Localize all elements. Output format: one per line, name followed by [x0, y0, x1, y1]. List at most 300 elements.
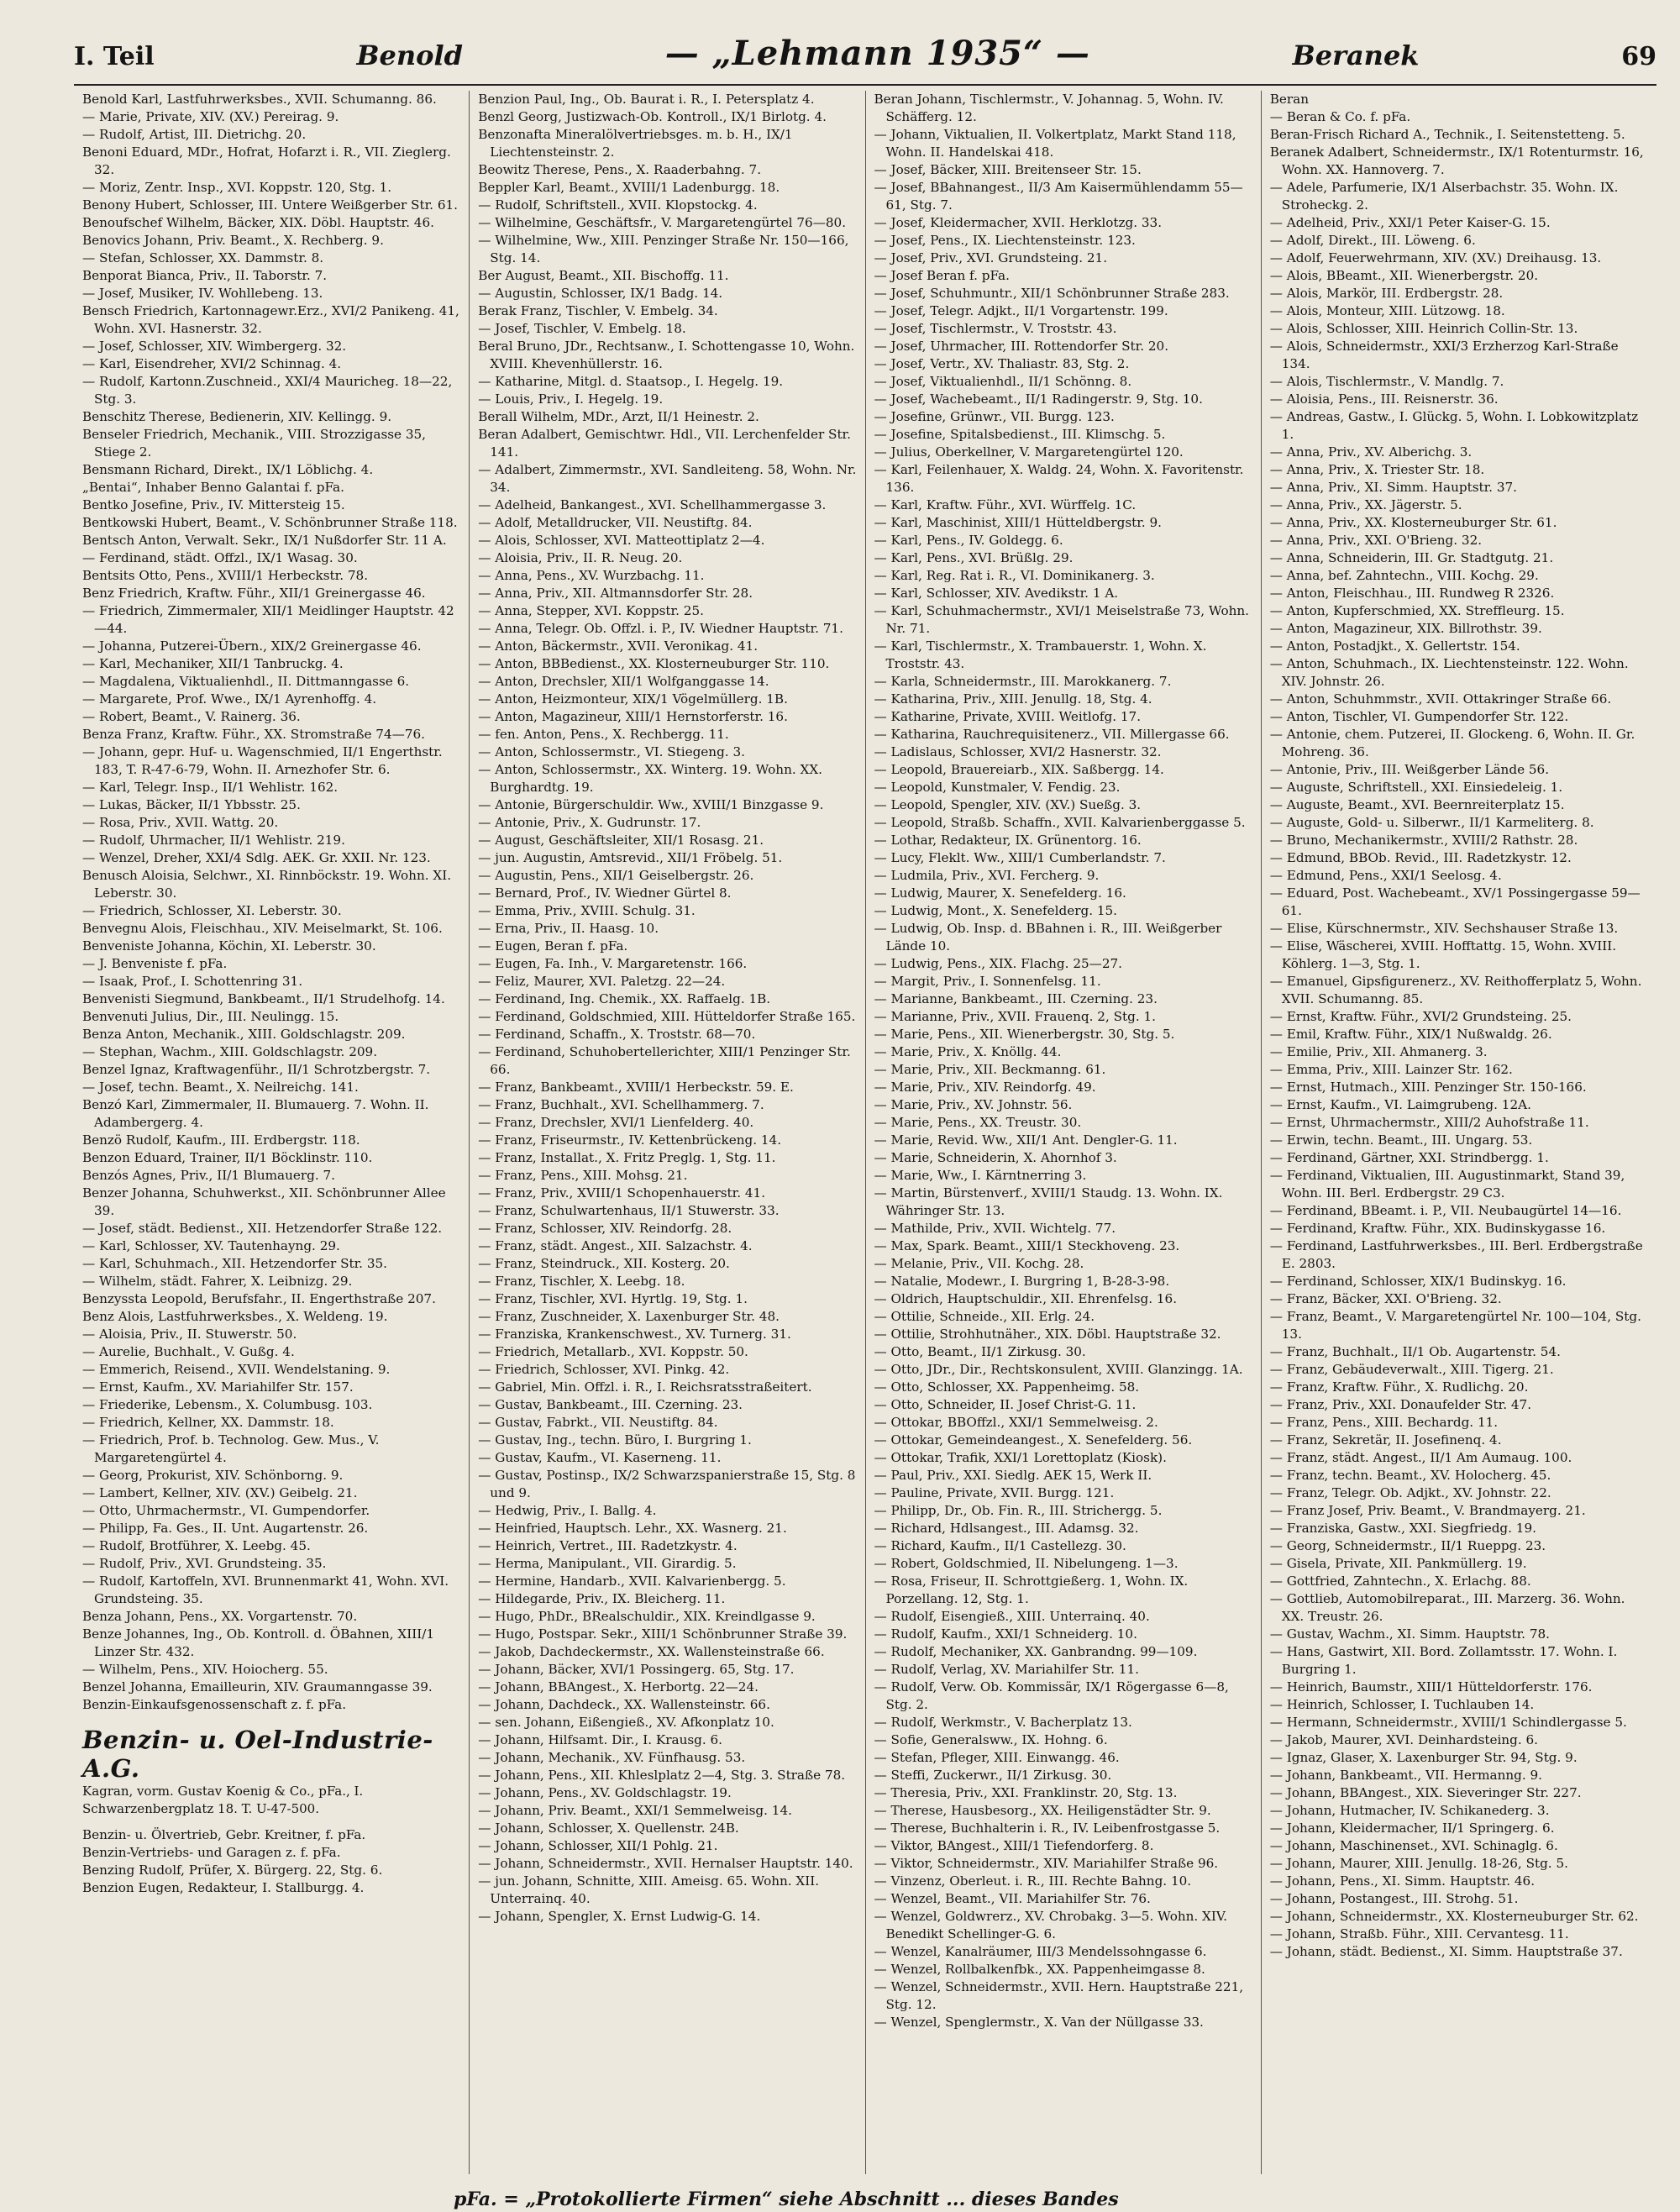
directory-entry: — Alois, Markör, III. Erdbergstr. 28.	[1269, 286, 1504, 301]
directory-entry: — Karla, Schneidermstr., III. Marokkanerg. 7.	[874, 674, 1172, 689]
directory-entry: — Friedrich, Metallarb., XVI. Koppstr. 50.	[478, 1344, 748, 1359]
directory-entry: — Ludwig, Maurer, X. Senefelderg. 16.	[874, 885, 1126, 901]
directory-entry: — Augustin, Schlosser, IX/1 Badg. 14.	[478, 286, 723, 301]
directory-entry: Benvegnu Alois, Fleischhau., XIV. Meiselmarkt, St. 106.	[82, 921, 443, 936]
directory-entry: — Bernard, Prof., IV. Wiedner Gürtel 8.	[478, 885, 732, 901]
directory-entry: Benzion Eugen, Redakteur, I. Stallburgg. 4.	[82, 1880, 365, 1895]
directory-entry: — Ernst, Kaufm., XV. Mariahilfer Str. 157.	[82, 1379, 354, 1395]
left-guide-word: Benold	[356, 39, 463, 71]
directory-entry: — fen. Anton, Pens., X. Rechbergg. 11.	[478, 727, 729, 742]
directory-entry: — Feliz, Maurer, XVI. Paletzg. 22—24.	[478, 974, 726, 989]
directory-entry: — Johann, gepr. Huf- u. Wagenschmied, II/1 Engerthstr. 183, T. R-47-6-79, Wohn. II. Arnezhofer Str. 6.	[82, 744, 443, 777]
directory-entry: — Franz, Friseurmstr., IV. Kettenbrückeng. 14.	[478, 1132, 782, 1148]
directory-entry: — Antonie, Priv., X. Gudrunstr. 17.	[478, 815, 701, 830]
directory-entry: — Hugo, Postspar. Sekr., XIII/1 Schönbrunner Straße 39.	[478, 1626, 848, 1642]
directory-entry: Ber August, Beamt., XII. Bischoffg. 11.	[478, 268, 729, 283]
directory-entry: — Elise, Kürschnermstr., XIV. Sechshauser Straße 13.	[1269, 921, 1619, 936]
directory-entry: — Adolf, Direkt., III. Löweng. 6.	[1269, 233, 1476, 248]
directory-entry: — Johann, städt. Bedienst., XI. Simm. Hauptstraße 37.	[1269, 1944, 1623, 1959]
directory-entry: Benveniste Johanna, Köchin, XI. Leberstr. 30.	[82, 938, 376, 954]
directory-entry: — Marianne, Priv., XVII. Frauenq. 2, Stg. 1.	[874, 1009, 1157, 1024]
directory-entry: — Wenzel, Beamt., VII. Mariahilfer Str. 76.	[874, 1891, 1151, 1906]
directory-entry: — Alois, Tischlermstr., V. Mandlg. 7.	[1269, 374, 1504, 389]
directory-entry: — Auguste, Gold- u. Silberwr., II/1 Karmeliterg. 8.	[1269, 815, 1594, 830]
directory-entry: — Karl, Eisendreher, XVI/2 Schinnag. 4.	[82, 356, 342, 371]
directory-entry: — Marie, Ww., I. Kärntnerring 3.	[874, 1168, 1087, 1183]
directory-entry: — Robert, Goldschmied, II. Nibelungeng. 1—3.	[874, 1556, 1179, 1571]
directory-entry: — Theresia, Priv., XXI. Franklinstr. 20, Stg. 13.	[874, 1785, 1178, 1800]
directory-entry: — Alois, Schlosser, XVI. Matteottiplatz 2—4.	[478, 533, 765, 548]
directory-entry: — Josef, Uhrmacher, III. Rottendorfer Str. 20.	[874, 339, 1169, 354]
directory-entry: Benovics Johann, Priv. Beamt., X. Rechberg. 9.	[82, 233, 384, 248]
directory-entry: Benvenuti Julius, Dir., III. Neulingg. 15.	[82, 1009, 339, 1024]
directory-entry: — Ottilie, Schneide., XII. Erlg. 24.	[874, 1309, 1095, 1324]
directory-entry: — Eugen, Beran f. pFa.	[478, 938, 628, 954]
directory-entry: — Sofie, Generalsww., IX. Hohng. 6.	[874, 1732, 1108, 1747]
directory-entry: — Philipp, Fa. Ges., II. Unt. Augartenstr. 26.	[82, 1521, 369, 1536]
directory-entry: — Aurelie, Buchhalt., V. Gußg. 4.	[82, 1344, 295, 1359]
directory-entry: — Josef, Tischler, V. Embelg. 18.	[478, 321, 686, 336]
directory-entry: — Eugen, Fa. Inh., V. Margaretenstr. 166.	[478, 956, 748, 971]
directory-entry: — Emilie, Priv., XII. Ahmanerg. 3.	[1269, 1044, 1488, 1059]
directory-entry: — Franz, Sekretär, II. Josefinenq. 4.	[1269, 1432, 1502, 1448]
directory-entry: — Josef, Telegr. Adjkt., II/1 Vorgartenstr. 199.	[874, 303, 1168, 318]
directory-entry: — Isaak, Prof., I. Schottenring 31.	[82, 974, 303, 989]
directory-entry: — Franz, Pens., XIII. Mohsg. 21.	[478, 1168, 688, 1183]
directory-entry: — Karl, Pens., IV. Goldegg. 6.	[874, 533, 1063, 548]
directory-entry: Benvenisti Siegmund, Bankbeamt., II/1 Strudelhofg. 14.	[82, 991, 445, 1006]
directory-entry: — Richard, Kaufm., II/1 Castellezg. 30.	[874, 1538, 1126, 1553]
directory-entry: — Gisela, Private, XII. Pankmüllerg. 19.	[1269, 1556, 1527, 1571]
directory-entry: — Anton, Postadjkt., X. Gellertstr. 154.	[1269, 638, 1520, 654]
directory-entry: — Louis, Priv., I. Hegelg. 19.	[478, 391, 664, 407]
directory-entry: — Friedrich, Schlosser, XVI. Pinkg. 42.	[478, 1362, 730, 1377]
directory-entry: — Jakob, Maurer, XVI. Deinhardsteing. 6.	[1269, 1732, 1538, 1747]
directory-entry: — Johanna, Putzerei-Übern., XIX/2 Greinergasse 46.	[82, 638, 422, 654]
directory-entry: — Karl, Reg. Rat i. R., VI. Dominikanerg. 3.	[874, 568, 1155, 583]
directory-entry: — Otto, JDr., Dir., Rechtskonsulent, XVIII. Glanzingg. 1A.	[874, 1362, 1243, 1377]
directory-entry: Benschitz Therese, Bedienerin, XIV. Kellingg. 9.	[82, 409, 392, 424]
directory-entry: — Heinrich, Baumstr., XIII/1 Hütteldorferstr. 176.	[1269, 1679, 1593, 1694]
directory-entry: — Leopold, Spengler, XIV. (XV.) Sueßg. 3.	[874, 797, 1142, 812]
directory-entry: — Friedrich, Kellner, XX. Dammstr. 18.	[82, 1415, 334, 1430]
directory-entry: — Marie, Pens., XX. Treustr. 30.	[874, 1115, 1082, 1130]
directory-entry: — Marianne, Bankbeamt., III. Czerning. 23.	[874, 991, 1158, 1006]
directory-entry: — Margit, Priv., I. Sonnenfelsg. 11.	[874, 974, 1101, 989]
directory-entry: — Ladislaus, Schlosser, XVI/2 Hasnerstr. 32.	[874, 744, 1162, 759]
directory-entry: — Rudolf, Uhrmacher, II/1 Wehlistr. 219.	[82, 833, 345, 848]
part-label: I. Teil	[74, 42, 155, 71]
directory-entry: — Karl, Schlosser, XIV. Avedikstr. 1 A.	[874, 586, 1119, 601]
page-number: 69	[1621, 42, 1656, 71]
directory-entry: — Johann, Hutmacher, IV. Schikanederg. 3.	[1269, 1803, 1550, 1818]
directory-entry: — Gustav, Ing., techn. Büro, I. Burgring 1.	[478, 1432, 752, 1448]
directory-entry: — Erwin, techn. Beamt., III. Ungarg. 53.	[1269, 1132, 1533, 1148]
directory-entry: — Stefan, Schlosser, XX. Dammstr. 8.	[82, 250, 324, 265]
directory-entry: — Otto, Schneider, II. Josef Christ-G. 11.	[874, 1397, 1137, 1412]
directory-entry: — Josef, Priv., XVI. Grundsteing. 21.	[874, 250, 1108, 265]
page-header	[74, 34, 1656, 86]
directory-entry: — Anton, Heizmonteur, XIX/1 Vögelmüllerg. 1B.	[478, 691, 788, 707]
directory-entry: — Ernst, Kaufm., VI. Laimgrubeng. 12A.	[1269, 1097, 1531, 1112]
directory-entry: — Ferdinand, Schaffn., X. Troststr. 68—70.	[478, 1027, 756, 1042]
directory-entry: — Hugo, PhDr., BRealschuldir., XIX. Kreindlgasse 9.	[478, 1609, 816, 1624]
directory-entry: — Johann, BBAngest., XIX. Sieveringer Str. 227.	[1269, 1785, 1582, 1800]
directory-entry: — Johann, Schneidermstr., XX. Klosterneuburger Str. 62.	[1269, 1909, 1639, 1924]
directory-entry: — Otto, Uhrmachermstr., VI. Gumpendorfer.	[82, 1503, 370, 1518]
directory-entry: — Josef, Wachebeamt., II/1 Radingerstr. 9, Stg. 10.	[874, 391, 1203, 407]
directory-entry: Beran Johann, Tischlermstr., V. Johannag. 5, Wohn. IV. Schäfferg. 12.	[874, 92, 1224, 124]
directory-entry: — Franz, techn. Beamt., XV. Holocherg. 45.	[1269, 1468, 1551, 1483]
directory-entry: — Karl, Maschinist, XIII/1 Hütteldbergstr. 9.	[874, 515, 1162, 530]
directory-entry: — Hermine, Handarb., XVII. Kalvarienbergg. 5.	[478, 1574, 786, 1589]
directory-entry: — Gustav, Wachm., XI. Simm. Hauptstr. 78.	[1269, 1626, 1550, 1642]
directory-entry: — Franz, Tischler, XVI. Hyrtlg. 19, Stg. 1.	[478, 1291, 748, 1306]
directory-entry: — Franz, Bankbeamt., XVIII/1 Herbeckstr. 59. E.	[478, 1080, 794, 1095]
directory-entry: — Karl, Schlosser, XV. Tautenhayng. 29.	[82, 1238, 340, 1253]
directory-entry: — Friederike, Lebensm., X. Columbusg. 103.	[82, 1397, 373, 1412]
directory-entry: Berak Franz, Tischler, V. Embelg. 34.	[478, 303, 718, 318]
directory-entry: — Julius, Oberkellner, V. Margaretengürtel 120.	[874, 444, 1184, 460]
directory-entry: Benzl Georg, Justizwach-Ob. Kontroll., IX/1 Birlotg. 4.	[478, 109, 827, 124]
directory-entry: — jun. Augustin, Amtsrevid., XII/1 Fröbelg. 51.	[478, 850, 783, 865]
directory-entry: — Franz, Schlosser, XIV. Reindorfg. 28.	[478, 1221, 732, 1236]
directory-entry: — Adolf, Metalldrucker, VII. Neustiftg. 84.	[478, 515, 753, 530]
company-advertisement	[82, 1726, 460, 1818]
directory-entry: — Franz, Pens., XIII. Bechardg. 11.	[1269, 1415, 1499, 1430]
directory-entry: — Anton, Fleischhau., III. Rundweg R 2326.	[1269, 586, 1555, 601]
directory-entry: — Josef Beran f. pFa.	[874, 268, 1010, 283]
directory-entry: — Ignaz, Glaser, X. Laxenburger Str. 94, Stg. 9.	[1269, 1750, 1578, 1765]
directory-entry: — Wenzel, Kanalräumer, III/3 Mendelssohngasse 6.	[874, 1944, 1207, 1959]
directory-entry: — Emma, Priv., XVIII. Schulg. 31.	[478, 903, 696, 918]
directory-entry: — Anton, Magazineur, XIII/1 Hernstorferstr. 16.	[478, 709, 788, 724]
directory-entry: — Georg, Prokurist, XIV. Schönborng. 9.	[82, 1468, 344, 1483]
directory-entry: — Karl, Schuhmach., XII. Hetzendorfer Str. 35.	[82, 1256, 387, 1271]
directory-entry: Benzó Karl, Zimmermaler, II. Blumauerg. 7. Wohn. II. Adambergerg. 4.	[82, 1097, 429, 1130]
directory-entry: — Ferdinand, Viktualien, III. Augustinmarkt, Stand 39, Wohn. III. Berl. Erdbergstr. 29 C3.	[1269, 1168, 1625, 1201]
directory-entry: Benze Johannes, Ing., Ob. Kontroll. d. ÖBahnen, XIII/1 Linzer Str. 432.	[82, 1626, 434, 1659]
directory-entry: Beran Adalbert, Gemischtwr. Hdl., VII. Lerchenfelder Str. 141.	[478, 427, 851, 460]
directory-entry: Benzel Ignaz, Kraftwagenführ., II/1 Schrotzbergstr. 7.	[82, 1062, 431, 1077]
column-4	[1262, 91, 1656, 2174]
directory-entry: — Hans, Gastwirt, XII. Bord. Zollamtsstr. 17. Wohn. I. Burgring 1.	[1269, 1644, 1618, 1677]
directory-entry: — Franz, Telegr. Ob. Adjkt., XV. Johnstr. 22.	[1269, 1485, 1551, 1500]
directory-entry: — Martin, Bürstenverf., XVIII/1 Staudg. 13. Wohn. IX. Währinger Str. 13.	[874, 1185, 1223, 1218]
directory-entry: — Rosa, Friseur, II. Schrottgießerg. 1, Wohn. IX. Porzellang. 12, Stg. 1.	[874, 1574, 1189, 1606]
directory-entry: — Josef, Schlosser, XIV. Wimbergerg. 32.	[82, 339, 347, 354]
directory-entry: Beppler Karl, Beamt., XVIII/1 Ladenburgg. 18.	[478, 180, 780, 195]
directory-entry: — Lukas, Bäcker, II/1 Ybbsstr. 25.	[82, 797, 301, 812]
directory-entry: — Johann, Bankbeamt., VII. Hermanng. 9.	[1269, 1768, 1543, 1783]
directory-entry: — Josef, Musiker, IV. Wohllebeng. 13.	[82, 286, 323, 301]
directory-entry: — Ferdinand, städt. Offzl., IX/1 Wasag. 30.	[82, 550, 358, 565]
right-guide-word: Beranek	[1292, 39, 1420, 71]
directory-entry: Beral Bruno, JDr., Rechtsanw., I. Schottengasse 10, Wohn. XVIII. Khevenhüllerstr. 16.	[478, 339, 855, 371]
directory-entry: — Johann, Pens., XII. Khleslplatz 2—4, Stg. 3. Straße 78.	[478, 1768, 846, 1783]
directory-entry: — Franz, städt. Angest., II/1 Am Aumaug. 100.	[1269, 1450, 1572, 1465]
directory-entry: — Marie, Pens., XII. Wienerbergstr. 30, Stg. 5.	[874, 1027, 1175, 1042]
directory-entry: — Leopold, Brauereiarb., XIX. Saßbergg. 14.	[874, 762, 1164, 777]
directory-entry: — Karl, Kraftw. Führ., XVI. Würffelg. 1C.	[874, 497, 1137, 512]
directory-entry: — Anna, Priv., XXI. O'Brieng. 32.	[1269, 533, 1483, 548]
directory-entry: — Antonie, Priv., III. Weißgerber Lände 56.	[1269, 762, 1550, 777]
directory-entry: — Franz, Installat., X. Fritz Preglg. 1, Stg. 11.	[478, 1150, 776, 1165]
directory-entry: Benzel Johanna, Emailleurin, XIV. Graumanngasse 39.	[82, 1679, 433, 1694]
directory-entry: — Gottlieb, Automobilreparat., III. Marzerg. 36. Wohn. XX. Treustr. 26.	[1269, 1591, 1625, 1624]
directory-entry: — Auguste, Schriftstell., XXI. Einsiedeleig. 1.	[1269, 780, 1563, 795]
directory-entry: — Edmund, BBOb. Revid., III. Radetzkystr. 12.	[1269, 850, 1572, 865]
directory-entry: — Natalie, Modewr., I. Burgring 1, B-28-3-98.	[874, 1274, 1170, 1289]
directory-entry: — Ernst, Hutmach., XIII. Penzinger Str. 150-166.	[1269, 1080, 1587, 1095]
directory-entry: Beran-Frisch Richard A., Technik., I. Seitenstetteng. 5.	[1269, 127, 1625, 142]
directory-entry: — Max, Spark. Beamt., XIII/1 Steckhoveng. 23.	[874, 1238, 1180, 1253]
directory-entry: — Rudolf, Kartoffeln, XVI. Brunnenmarkt 41, Wohn. XVI. Grundsteing. 35.	[82, 1574, 449, 1606]
directory-entry: — Rudolf, Kartonn.Zuschneid., XXI/4 Mauricheg. 18—22, Stg. 3.	[82, 374, 453, 407]
directory-entry: — Franz, Tischler, X. Leebg. 18.	[478, 1274, 685, 1289]
directory-entry: — Rosa, Priv., XVII. Wattg. 20.	[82, 815, 279, 830]
directory-entry: — Johann, Pens., XV. Goldschlagstr. 19.	[478, 1785, 732, 1800]
directory-entry: — Johann, Mechanik., XV. Fünfhausg. 53.	[478, 1750, 746, 1765]
directory-entry: — Heinfried, Hauptsch. Lehr., XX. Wasnerg. 21.	[478, 1521, 787, 1536]
directory-entry: — sen. Johann, Eißengieß., XV. Afkonplatz 10.	[478, 1715, 774, 1730]
directory-entry: — Rudolf, Eisengieß., XIII. Unterrainq. 40.	[874, 1609, 1150, 1624]
directory-entry: — Josef, Bäcker, XIII. Breitenseer Str. 15.	[874, 162, 1142, 177]
page-title: — „Lehmann 1935“ —	[664, 34, 1090, 73]
directory-entry: Benzer Johanna, Schuhwerkst., XII. Schönbrunner Allee 39.	[82, 1185, 446, 1218]
directory-entry: — Ludmila, Priv., XVI. Fercherg. 9.	[874, 868, 1100, 883]
directory-entry: Benza Franz, Kraftw. Führ., XX. Stromstraße 74—76.	[82, 727, 425, 742]
directory-entry: — Margarete, Prof. Wwe., IX/1 Ayrenhoffg. 4.	[82, 691, 377, 707]
directory-entry: — Franz, städt. Angest., XII. Salzachstr. 4.	[478, 1238, 753, 1253]
directory-entry: — Rudolf, Artist, III. Dietrichg. 20.	[82, 127, 307, 142]
directory-entry: — Franz, Buchhalt., XVI. Schellhammerg. 7.	[478, 1097, 764, 1112]
directory-entry: — Gustav, Kaufm., VI. Kaserneng. 11.	[478, 1450, 722, 1465]
directory-entry: — Karl, Mechaniker, XII/1 Tanbruckg. 4.	[82, 656, 344, 671]
directory-entry: — Franz Josef, Priv. Beamt., V. Brandmayerg. 21.	[1269, 1503, 1586, 1518]
directory-entry: — Josef, städt. Bedienst., XII. Hetzendorfer Straße 122.	[82, 1221, 443, 1236]
directory-entry: — Wenzel, Schneidermstr., XVII. Hern. Hauptstraße 221, Stg. 12.	[874, 1979, 1244, 2012]
directory-entry: — Wilhelm, Pens., XIV. Hoiocherg. 55.	[82, 1662, 328, 1677]
directory-entry: — Therese, Hausbesorg., XX. Heiligenstädter Str. 9.	[874, 1803, 1211, 1818]
directory-entry: — Johann, Viktualien, II. Volkertplatz, Markt Stand 118, Wohn. II. Handelskai 418.	[874, 127, 1236, 160]
directory-entry: — Anna, Schneiderin, III. Gr. Stadtgutg. 21.	[1269, 550, 1554, 565]
directory-entry: — Leopold, Straßb. Schaffn., XVII. Kalvarienberggasse 5.	[874, 815, 1246, 830]
directory-entry: Beowitz Therese, Pens., X. Raaderbahng. 7.	[478, 162, 762, 177]
directory-entry: — jun. Johann, Schnitte, XIII. Ameisg. 65. Wohn. XII. Unterrainq. 40.	[478, 1873, 820, 1906]
directory-entry: — Anton, Magazineur, XIX. Billrothstr. 39.	[1269, 621, 1542, 636]
directory-entry: — Alois, Schlosser, XIII. Heinrich Collin-Str. 13.	[1269, 321, 1578, 336]
directory-entry: Bentkowski Hubert, Beamt., V. Schönbrunner Straße 118.	[82, 515, 458, 530]
directory-entry: — Adelheid, Bankangest., XVI. Schellhammergasse 3.	[478, 497, 827, 512]
column-3	[866, 91, 1262, 2174]
directory-entry: — Aloisia, Priv., II. R. Neug. 20.	[478, 550, 683, 565]
directory-entry: — Edmund, Pens., XXI/1 Seelosg. 4.	[1269, 868, 1502, 883]
ad-text: Kagran, vorm. Gustav Koenig & Co., pFa., I. Schwarzenbergplatz 18. T. U-47-500.	[82, 1784, 364, 1816]
column-1	[74, 91, 470, 2174]
directory-entry: Bensch Friedrich, Kartonnagewr.Erz., XVI/2 Panikeng. 41, Wohn. XVI. Hasnerstr. 32.	[82, 303, 459, 336]
directory-entry: — Karl, Telegr. Insp., II/1 Wehlistr. 162.	[82, 780, 339, 795]
directory-entry: — Anton, Schuhmmstr., XVII. Ottakringer Straße 66.	[1269, 691, 1612, 707]
directory-entry: — Friedrich, Prof. b. Technolog. Gew. Mus., V. Margaretengürtel 4.	[82, 1432, 380, 1465]
directory-entry: — Emma, Priv., XIII. Lainzer Str. 162.	[1269, 1062, 1513, 1077]
directory-entry: — Auguste, Beamt., XVI. Beernreiterplatz 15.	[1269, 797, 1565, 812]
directory-entry: — Katharina, Priv., XIII. Jenullg. 18, Stg. 4.	[874, 691, 1152, 707]
directory-entry: — Hedwig, Priv., I. Ballg. 4.	[478, 1503, 657, 1518]
directory-entry: — Katharine, Private, XVIII. Weitlofg. 17.	[874, 709, 1142, 724]
directory-entry: — Johann, Bäcker, XVI/1 Possingerg. 65, Stg. 17.	[478, 1662, 795, 1677]
directory-entry: — Georg, Schneidermstr., II/1 Rueppg. 23.	[1269, 1538, 1546, 1553]
directory-entry: — Leopold, Kunstmaler, V. Fendig. 23.	[874, 780, 1121, 795]
directory-entry: — Lucy, Fleklt. Ww., XIII/1 Cumberlandstr. 7.	[874, 850, 1166, 865]
directory-entry: — Johann, Postangest., III. Strohg. 51.	[1269, 1891, 1519, 1906]
directory-entry: — Philipp, Dr., Ob. Fin. R., III. Strichergg. 5.	[874, 1503, 1163, 1518]
directory-entry: — Melanie, Priv., VII. Kochg. 28.	[874, 1256, 1084, 1271]
directory-entry: — Otto, Schlosser, XX. Pappenheimg. 58.	[874, 1379, 1140, 1395]
directory-entry: — Anna, Priv., XX. Klosterneuburger Str. 61.	[1269, 515, 1557, 530]
directory-entry: — Franz, Priv., XXI. Donaufelder Str. 47.	[1269, 1397, 1532, 1412]
directory-entry: — Johann, Kleidermacher, II/1 Springerg. 6.	[1269, 1821, 1555, 1836]
directory-entry: Benza Anton, Mechanik., XIII. Goldschlagstr. 209.	[82, 1027, 406, 1042]
directory-entry: — Katharina, Rauchrequisitenerz., VII. Millergasse 66.	[874, 727, 1230, 742]
directory-entry: — Ferdinand, Schlosser, XIX/1 Budinskyg. 16.	[1269, 1274, 1567, 1289]
directory-entry: — Anna, Priv., X. Triester Str. 18.	[1269, 462, 1485, 477]
directory-entry: — Ferdinand, BBeamt. i. P., VII. Neubaugürtel 14—16.	[1269, 1203, 1622, 1218]
directory-entry: — August, Geschäftsleiter, XII/1 Rosasg. 21.	[478, 833, 764, 848]
directory-entry: — Johann, Schneidermstr., XVII. Hernalser Hauptstr. 140.	[478, 1856, 853, 1871]
directory-entry: — Friedrich, Zimmermaler, XII/1 Meidlinger Hauptstr. 42—44.	[82, 603, 454, 636]
directory-entry: — Gottfried, Zahntechn., X. Erlachg. 88.	[1269, 1574, 1531, 1589]
directory-entry: — Stefan, Pfleger, XIII. Einwangg. 46.	[874, 1750, 1120, 1765]
directory-entry: — Franz, Beamt., V. Margaretengürtel Nr. 100—104, Stg. 13.	[1269, 1309, 1641, 1342]
directory-entry: — Johann, Hilfsamt. Dir., I. Krausg. 6.	[478, 1732, 723, 1747]
directory-entry: — Johann, Priv. Beamt., XXI/1 Semmelweisg. 14.	[478, 1803, 792, 1818]
directory-entry: — Anna, Pens., XV. Wurzbachg. 11.	[478, 568, 705, 583]
directory-entry: — Franz, Schulwartenhaus, II/1 Stuwerstr. 33.	[478, 1203, 780, 1218]
directory-entry: Benzonafta Mineralölvertriebsges. m. b. H., IX/1 Liechtensteinstr. 2.	[478, 127, 793, 160]
directory-entry: Benzyssta Leopold, Berufsfahr., II. Engerthstraße 207.	[82, 1291, 436, 1306]
directory-entry: — Marie, Priv., XII. Beckmanng. 61.	[874, 1062, 1106, 1077]
directory-entry: — Johann, Dachdeck., XX. Wallensteinstr. 66.	[478, 1697, 770, 1712]
directory-entry: — Ferdinand, Goldschmied, XIII. Hütteldorfer Straße 165.	[478, 1009, 856, 1024]
directory-entry: — Viktor, Schneidermstr., XIV. Mariahilfer Straße 96.	[874, 1856, 1219, 1871]
directory-entry: — Herma, Manipulant., VII. Girardig. 5.	[478, 1556, 737, 1571]
directory-entry: — Andreas, Gastw., I. Glückg. 5, Wohn. I. Lobkowitzplatz 1.	[1269, 409, 1639, 442]
directory-entry: — Vinzenz, Oberleut. i. R., III. Rechte Bahng. 10.	[874, 1873, 1192, 1889]
directory-entry: — Karl, Schuhmachermstr., XVI/1 Meiselstraße 73, Wohn. Nr. 71.	[874, 603, 1249, 636]
directory-entry: — Franziska, Krankenschwest., XV. Turnerg. 31.	[478, 1327, 791, 1342]
directory-entry: Bentsits Otto, Pens., XVIII/1 Herbeckstr. 78.	[82, 568, 369, 583]
directory-entry: — Adolf, Feuerwehrmann, XIV. (XV.) Dreihausg. 13.	[1269, 250, 1602, 265]
directory-entry: — Emmerich, Reisend., XVII. Wendelstaning. 9.	[82, 1362, 391, 1377]
directory-entry: — Ottokar, Gemeindeangest., X. Senefelderg. 56.	[874, 1432, 1193, 1448]
directory-entry: — Wenzel, Rollbalkenfbk., XX. Pappenheimgasse 8.	[874, 1962, 1205, 1977]
directory-entry: — Otto, Beamt., II/1 Zirkusg. 30.	[874, 1344, 1086, 1359]
directory-entry: — Alois, BBeamt., XII. Wienerbergstr. 20.	[1269, 268, 1539, 283]
directory-entry: — Marie, Priv., X. Knöllg. 44.	[874, 1044, 1062, 1059]
directory-entry: — Marie, Priv., XIV. Reindorfg. 49.	[874, 1080, 1096, 1095]
directory-entry: Benporat Bianca, Priv., II. Taborstr. 7.	[82, 268, 328, 283]
directory-entry: — Josefine, Grünwr., VII. Burgg. 123.	[874, 409, 1115, 424]
directory-entry: — Magdalena, Viktualienhdl., II. Dittmanngasse 6.	[82, 674, 410, 689]
directory-entry: — Marie, Priv., XV. Johnstr. 56.	[874, 1097, 1073, 1112]
directory-entry: Benzon Eduard, Trainer, II/1 Böcklinstr. 110.	[82, 1150, 373, 1165]
directory-entry: — Karl, Tischlermstr., X. Trambauerstr. 1, Wohn. X. Troststr. 43.	[874, 638, 1207, 671]
column-2	[470, 91, 865, 2174]
directory-entry: — Josefine, Spitalsbedienst., III. Klimschg. 5.	[874, 427, 1166, 442]
directory-entry: — Josef, Viktualienhdl., II/1 Schönng. 8.	[874, 374, 1132, 389]
directory-entry: — Anton, Schlossermstr., VI. Stiegeng. 3.	[478, 744, 745, 759]
directory-entry: — Josef, techn. Beamt., X. Neilreichg. 141.	[82, 1080, 359, 1095]
directory-entry: Benseler Friedrich, Mechanik., VIII. Strozzigasse 35, Stiege 2.	[82, 427, 427, 460]
directory-entry: — Ferdinand, Gärtner, XXI. Strindbergg. 1.	[1269, 1150, 1549, 1165]
directory-entry: — Franz, Priv., XVIII/1 Schopenhauerstr. 41.	[478, 1185, 766, 1201]
directory-entry: — Anton, Kupferschmied, XX. Streffleurg. 15.	[1269, 603, 1565, 618]
directory-entry: — Ludwig, Pens., XIX. Flachg. 25—27.	[874, 956, 1122, 971]
directory-entry: — Franz, Gebäudeverwalt., XIII. Tigerg. 21.	[1269, 1362, 1554, 1377]
directory-entry: — Elise, Wäscherei, XVIII. Hofftattg. 15, Wohn. XVIII. Köhlerg. 1—3, Stg. 1.	[1269, 938, 1617, 971]
directory-entry: — Wenzel, Spenglermstr., X. Van der Nüllgasse 33.	[874, 2015, 1204, 2030]
directory-entry: — Anna, Priv., XX. Jägerstr. 5.	[1269, 497, 1462, 512]
directory-entry: — Rudolf, Schriftstell., XVII. Klopstockg. 4.	[478, 197, 758, 213]
directory-entry: — Hermann, Schneidermstr., XVIII/1 Schindlergasse 5.	[1269, 1715, 1627, 1730]
directory-entry: — Jakob, Dachdeckermstr., XX. Wallensteinstraße 66.	[478, 1644, 825, 1659]
directory-entry: — Ernst, Kraftw. Führ., XVI/2 Grundsteing. 25.	[1269, 1009, 1572, 1024]
directory-entry: — Ludwig, Mont., X. Senefelderg. 15.	[874, 903, 1117, 918]
directory-entry: — Adele, Parfumerie, IX/1 Alserbachstr. 35. Wohn. IX. Stroheckg. 2.	[1269, 180, 1619, 213]
directory-entry: Benoni Eduard, MDr., Hofrat, Hofarzt i. R., VII. Zieglerg. 32.	[82, 144, 451, 177]
directory-entry: Benzin- u. Ölvertrieb, Gebr. Kreitner, f. pFa.	[82, 1827, 366, 1842]
directory-entry: — Beran & Co. f. pFa.	[1269, 109, 1411, 124]
directory-entry: — Johann, Schlosser, XII/1 Pohlg. 21.	[478, 1838, 718, 1853]
directory-entry: — Anton, Drechsler, XII/1 Wolfganggasse 14.	[478, 674, 769, 689]
ad-title: Benzin- u. Oel-Industrie-A.G.	[82, 1726, 433, 1783]
directory-entry: Berall Wilhelm, MDr., Arzt, II/1 Heinestr. 2.	[478, 409, 759, 424]
directory-entry: — Josef, Vertr., XV. Thaliastr. 83, Stg. 2.	[874, 356, 1130, 371]
directory-entry: — Johann, Schlosser, X. Quellenstr. 24B.	[478, 1821, 739, 1836]
directory-entry: — Hildegarde, Priv., IX. Bleicherg. 11.	[478, 1591, 726, 1606]
directory-entry: Benzion Paul, Ing., Ob. Baurat i. R., I. Petersplatz 4.	[478, 92, 815, 107]
directory-entry: — Moriz, Zentr. Insp., XVI. Koppstr. 120, Stg. 1.	[82, 180, 392, 195]
directory-entry: — Franz, Buchhalt., II/1 Ob. Augartenstr. 54.	[1269, 1344, 1561, 1359]
directory-entry: — Josef, Pens., IX. Liechtensteinstr. 123.	[874, 233, 1136, 248]
directory-entry: — Viktor, BAngest., XIII/1 Tiefendorferg. 8.	[874, 1838, 1154, 1853]
directory-entry: — Steffi, Zuckerwr., II/1 Zirkusg. 30.	[874, 1768, 1112, 1783]
directory-entry: — Antonie, Bürgerschuldir. Ww., XVIII/1 Binzgasse 9.	[478, 797, 824, 812]
directory-entry: — Anton, Bäckermstr., XVII. Veronikag. 41.	[478, 638, 759, 654]
directory-entry: — Franz, Bäcker, XXI. O'Brieng. 32.	[1269, 1291, 1502, 1306]
directory-entry: — Johann, Spengler, X. Ernst Ludwig-G. 14.	[478, 1909, 761, 1924]
directory-entry: — Gustav, Postinsp., IX/2 Schwarzspanierstraße 15, Stg. 8 und 9.	[478, 1468, 856, 1500]
directory-entry: — Augustin, Pens., XII/1 Geiselbergstr. 26.	[478, 868, 754, 883]
directory-entry: Benony Hubert, Schlosser, III. Untere Weißgerber Str. 61.	[82, 197, 458, 213]
directory-entry: — Rudolf, Werkmstr., V. Bacherplatz 13.	[874, 1715, 1132, 1730]
directory-entry: — Friedrich, Schlosser, XI. Leberstr. 30.	[82, 903, 342, 918]
directory-entry: Benzing Rudolf, Prüfer, X. Bürgerg. 22, Stg. 6.	[82, 1863, 383, 1878]
directory-entry: — Paul, Priv., XXI. Siedlg. AEK 15, Werk II.	[874, 1468, 1152, 1483]
directory-entry: — Anna, Telegr. Ob. Offzl. i. P., IV. Wiedner Hauptstr. 71.	[478, 621, 843, 636]
directory-entry: — Oldrich, Hauptschuldir., XII. Ehrenfelsg. 16.	[874, 1291, 1178, 1306]
directory-entry: — Alois, Schneidermstr., XXI/3 Erzherzog Karl-Straße 134.	[1269, 339, 1619, 371]
directory-entry: — Josef, Tischlermstr., V. Troststr. 43.	[874, 321, 1117, 336]
directory-entry: — Anna, Priv., XV. Alberichg. 3.	[1269, 444, 1473, 460]
directory-entry: — Anton, BBBedienst., XX. Klosterneuburger Str. 110.	[478, 656, 830, 671]
directory-entry: — Adelheid, Priv., XXI/1 Peter Kaiser-G. 15.	[1269, 215, 1551, 230]
directory-entry: Benoufschef Wilhelm, Bäcker, XIX. Döbl. Hauptstr. 46.	[82, 215, 434, 230]
directory-entry: — Rudolf, Verw. Ob. Kommissär, IX/1 Rögergasse 6—8, Stg. 2.	[874, 1679, 1229, 1712]
directory-entry: — Richard, Hdlsangest., III. Adamsg. 32.	[874, 1521, 1139, 1536]
directory-entry: — Wilhelmine, Geschäftsfr., V. Margaretengürtel 76—80.	[478, 215, 847, 230]
